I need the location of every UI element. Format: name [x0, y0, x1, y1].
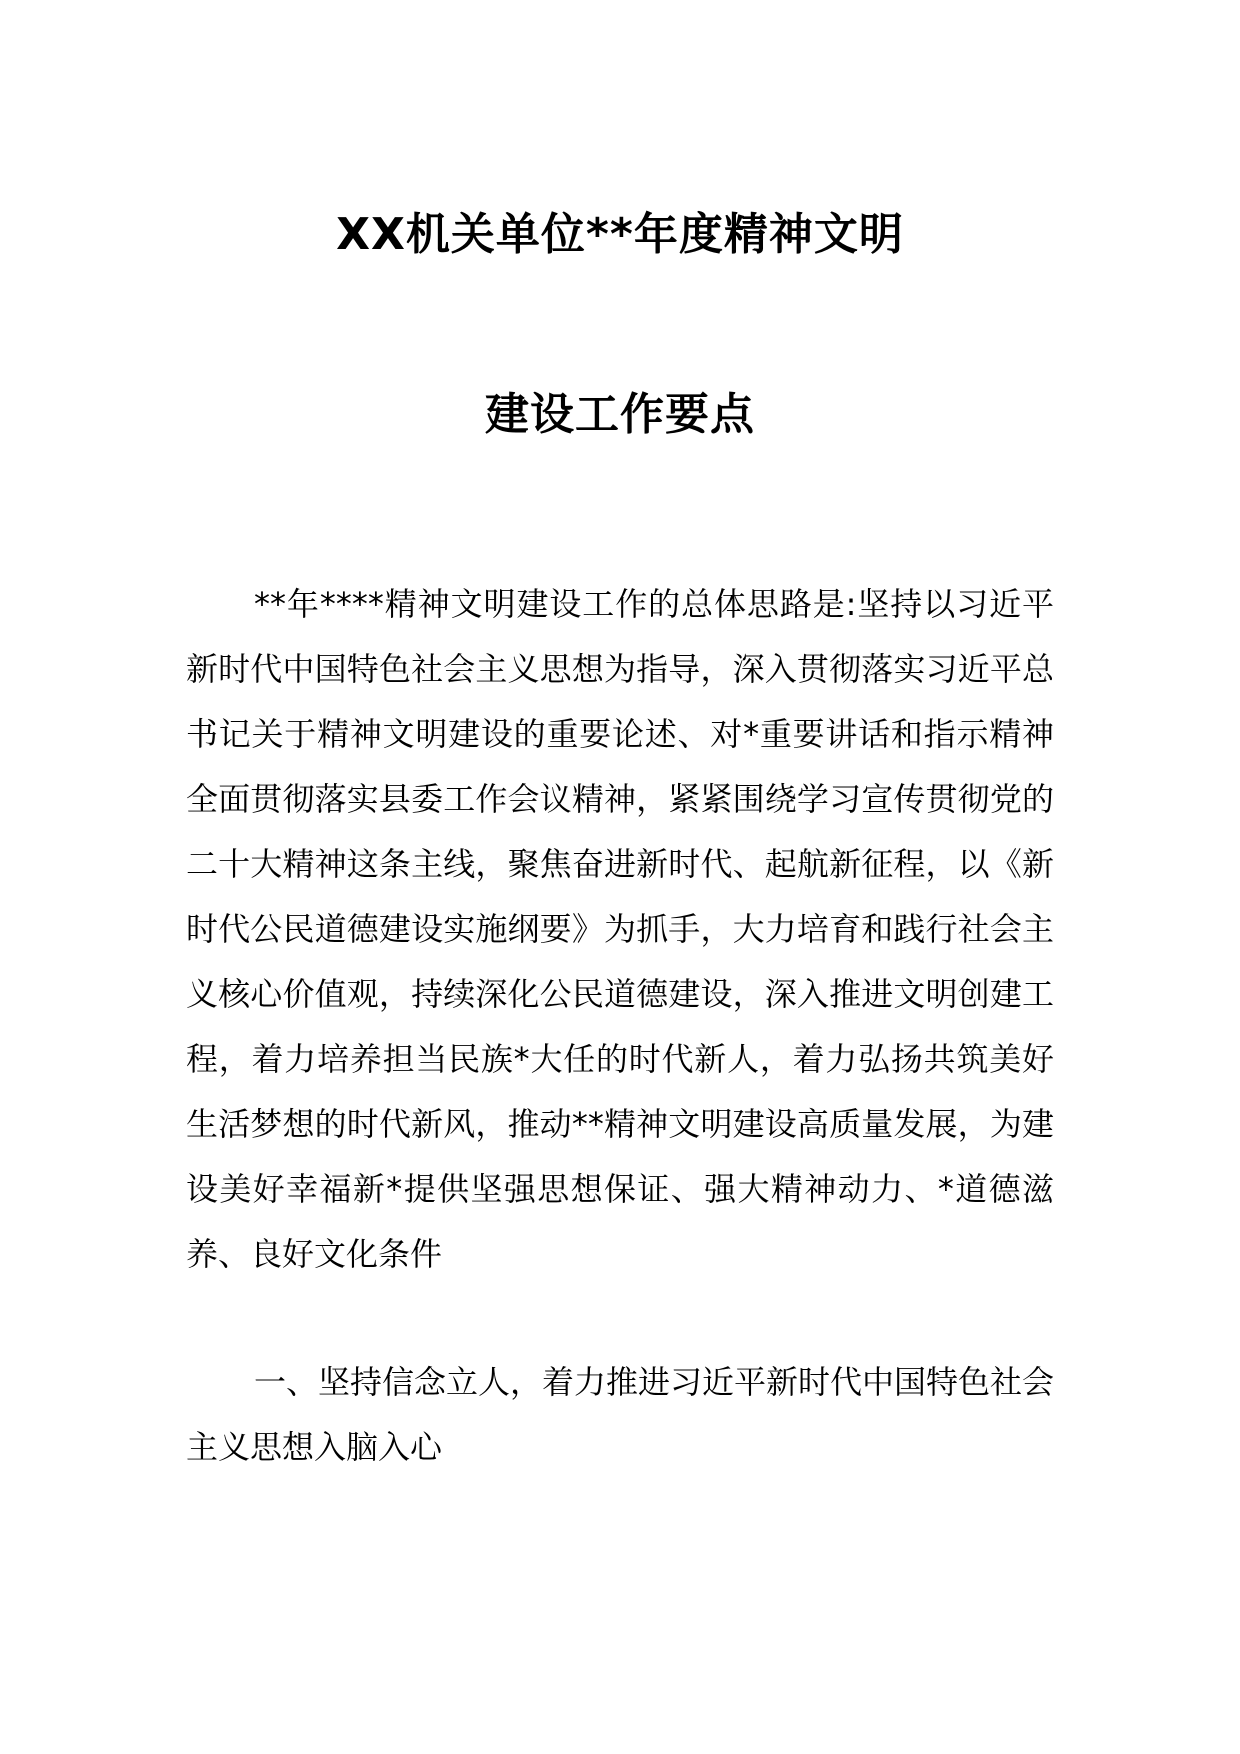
document-title-line-2: 建设工作要点 — [485, 389, 755, 440]
intro-paragraph: **年****精神文明建设工作的总体思路是:坚持以习近平新时代中国特色社会主义思想为指导，深入贯彻落实习近平总书记关于精神文明建设的重要论述、对*重要讲话和指示精神全面贯彻落实县委工作会议精神，紧紧围绕学习宣传贯彻党的二十大精神这条主线，聚焦奋进新时代、起航新征程，以《新时代公民道德建设实施纲要》为抓手，大力培育和践行社会主义核心价值观，持续深化公民道德建设，深入推进文明创建工程，着力培养担当民族*大任的时代新人，着力弘扬共筑美好生活梦想的时代新风，推动**精神文明建设高质量发展，为建设美好幸福新*提供坚强思想保证、强大精神动力、*道德滋养、良好文化条件 — [186, 585, 1054, 1273]
section-heading-1: 一、坚持信念立人，着力推进习近平新时代中国特色社会主义思想入脑入心 — [186, 1363, 1055, 1466]
document-title-line-1: XX机关单位**年度精神文明 — [336, 209, 904, 260]
